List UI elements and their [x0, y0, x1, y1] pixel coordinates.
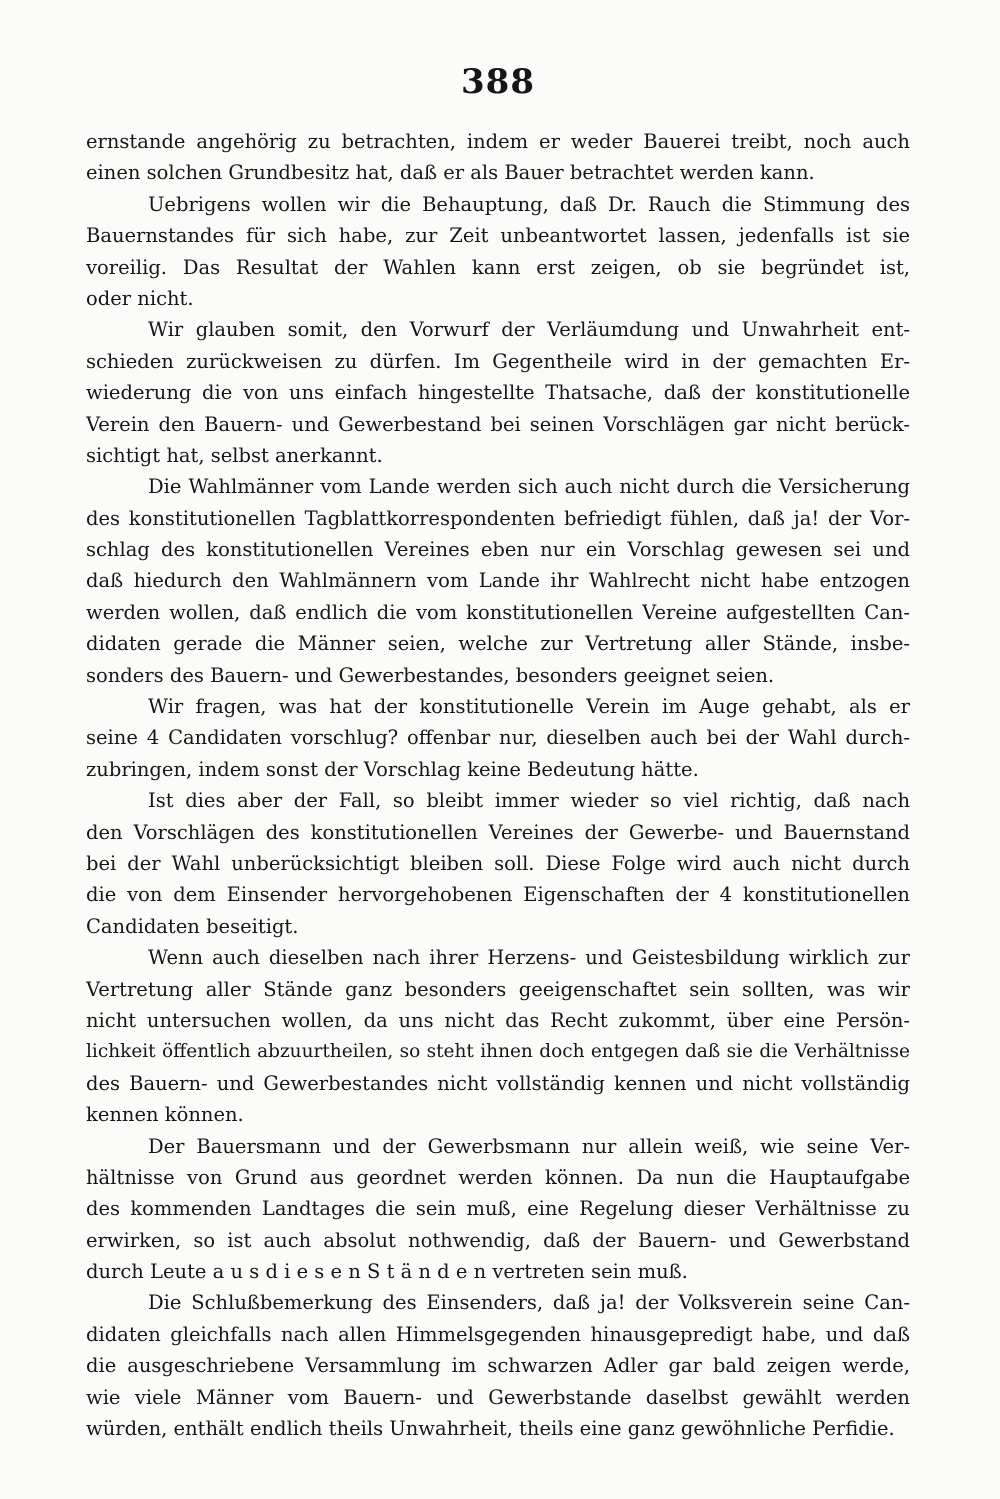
text-line: des Bauern- und Gewerbestandes nicht vollständig kennen und nicht vollständig	[86, 1071, 910, 1095]
text-line: durch Leute a u s d i e s e n S t ä n d e n vertreten sein muß.	[86, 1260, 688, 1284]
text-line: den Vorschlägen des konstitutionellen Vereines der Gewerbe- und Bauernstand	[86, 820, 910, 844]
paragraph	[86, 942, 910, 1130]
paragraph	[86, 691, 910, 785]
text-line: sichtigt hat, selbst anerkannt.	[86, 443, 383, 467]
text-line: bei der Wahl unberücksichtigt bleiben soll. Diese Folge wird auch nicht durch	[86, 851, 910, 875]
text-line: wiederung die von uns einfach hingestellte Thatsache, daß der konstitutionelle	[86, 381, 910, 405]
text-line: Die Schlußbemerkung des Einsenders, daß ja! der Volksverein seine Can-	[148, 1291, 910, 1315]
text-line: oder nicht.	[86, 286, 194, 310]
text-line: lichkeit öffentlich abzuurtheilen, so steht ihnen doch entgegen daß sie die Verhältnisse	[86, 1041, 910, 1063]
text-line: kennen können.	[86, 1103, 244, 1127]
text-line: Ist dies aber der Fall, so bleibt immer wieder so viel richtig, daß nach	[148, 789, 910, 813]
text-line: didaten gerade die Männer seien, welche zur Vertretung aller Stände, insbe-	[86, 632, 910, 656]
text-line: sonders des Bauern- und Gewerbestandes, besonders geeignet seien.	[86, 663, 775, 687]
text-line: des kommenden Landtages die sein muß, eine Regelung dieser Verhältnisse zu	[86, 1197, 910, 1221]
text-line: nicht untersuchen wollen, da uns nicht das Recht zukommt, über eine Persön-	[86, 1008, 910, 1032]
text-line: ernstande angehörig zu betrachten, indem er weder Bauerei treibt, noch auch	[86, 130, 910, 153]
paragraph	[86, 189, 910, 315]
paragraph	[86, 471, 910, 691]
text-line: Candidaten beseitigt.	[86, 914, 299, 938]
text-line: Vertretung aller Stände ganz besonders geeigenschaftet sein sollten, was wir	[86, 977, 910, 1001]
text-line: die von dem Einsender hervorgehobenen Eigenschaften der 4 konstitutionellen	[86, 883, 910, 907]
text-line: Uebrigens wollen wir die Behauptung, daß Dr. Rauch die Stimmung des	[148, 192, 910, 216]
text-line: Bauernstandes für sich habe, zur Zeit unbeantwortet lassen, jedenfalls ist sie	[86, 224, 910, 248]
text-line: werden wollen, daß endlich die vom konstitutionellen Vereine aufgestellten Can-	[86, 600, 910, 624]
text-line: schlag des konstitutionellen Vereines eben nur ein Vorschlag gewesen sei und	[86, 538, 910, 562]
paragraph	[86, 126, 910, 189]
text-line: Wir fragen, was hat der konstitutionelle Verein im Auge gehabt, als er	[148, 695, 910, 719]
text-line: einen solchen Grundbesitz hat, daß er als Bauer betrachtet werden kann.	[86, 161, 815, 185]
text-line: Die Wahlmänner vom Lande werden sich auch nicht durch die Versicherung	[148, 475, 910, 499]
body-text	[86, 126, 910, 1444]
text-line: seine 4 Candidaten vorschlug? offenbar nur, dieselben auch bei der Wahl durch-	[86, 726, 910, 750]
text-line: Wenn auch dieselben nach ihrer Herzens- und Geistesbildung wirklich zur	[148, 946, 910, 970]
text-line: Wir glauben somit, den Vorwurf der Verläumdung und Unwahrheit ent-	[148, 318, 910, 342]
text-line: des konstitutionellen Tagblattkorrespondenten befriedigt fühlen, daß ja! der Vor-	[86, 506, 910, 530]
paragraph	[86, 1131, 910, 1288]
paragraph	[86, 314, 910, 471]
page-number: 388	[461, 62, 535, 102]
text-line: Der Bauersmann und der Gewerbsmann nur allein weiß, wie seine Ver-	[148, 1134, 910, 1158]
text-line: zubringen, indem sonst der Vorschlag keine Bedeutung hätte.	[86, 757, 699, 781]
text-line: daß hiedurch den Wahlmännern vom Lande ihr Wahlrecht nicht habe entzogen	[86, 569, 910, 593]
text-line: wie viele Männer vom Bauern- und Gewerbstande daselbst gewählt werden	[86, 1385, 910, 1409]
text-line: würden, enthält endlich theils Unwahrheit, theils eine ganz gewöhnliche Perfidie.	[86, 1417, 895, 1441]
text-line: voreilig. Das Resultat der Wahlen kann erst zeigen, ob sie begründet ist,	[86, 255, 910, 279]
text-line: schieden zurückweisen zu dürfen. Im Gegentheile wird in der gemachten Er-	[86, 349, 910, 373]
paragraph	[86, 1287, 910, 1444]
paragraph	[86, 785, 910, 942]
text-line: erwirken, so ist auch absolut nothwendig, daß der Bauern- und Gewerbstand	[86, 1228, 910, 1252]
text-line: didaten gleichfalls nach allen Himmelsgegenden hinausgepredigt habe, und daß	[86, 1322, 910, 1346]
text-line: Verein den Bauern- und Gewerbestand bei seinen Vorschlägen gar nicht berück-	[86, 412, 910, 436]
text-line: hältnisse von Grund aus geordnet werden können. Da nun die Hauptaufgabe	[86, 1165, 910, 1189]
text-line: die ausgeschriebene Versammlung im schwarzen Adler gar bald zeigen werde,	[86, 1354, 910, 1378]
